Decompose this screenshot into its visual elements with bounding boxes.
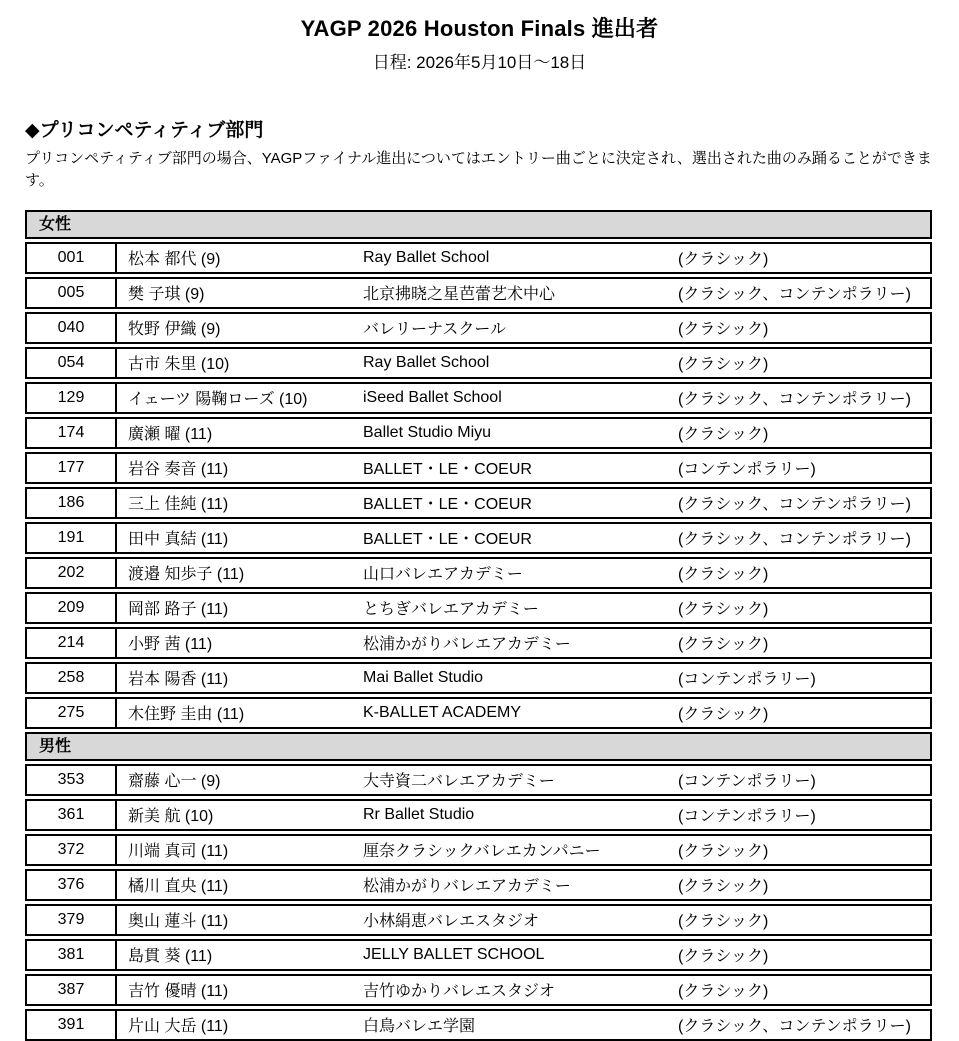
gender-group-header: 男性 (25, 732, 932, 761)
dancer-name-cell: 樊 子琪 (9) (128, 286, 205, 303)
school-cell: 松浦かがりバレエアカデミー (363, 878, 571, 895)
table-row (25, 662, 932, 694)
dancer-name-cell: 奥山 蓮斗 (11) (128, 913, 229, 930)
category-cell: (クラシック) (678, 321, 769, 338)
qualifiers-table (25, 210, 932, 1041)
school-cell: iSeed Ballet School (363, 388, 502, 406)
entry-number-cell: 379 (27, 906, 117, 934)
dancer-name-cell: 田中 真結 (11) (128, 531, 229, 548)
dancer-name-cell: 小野 茜 (11) (128, 636, 213, 653)
category-cell: (クラシック) (678, 601, 769, 618)
entry-number-cell: 258 (27, 664, 117, 692)
entry-number-cell: 129 (27, 384, 117, 412)
school-cell: BALLET・LE・COEUR (363, 461, 532, 478)
dancer-name-cell: 古市 朱里 (10) (128, 356, 230, 373)
category-cell: (コンテンポラリー) (678, 773, 816, 790)
dancer-name-cell: 渡邉 知歩子 (11) (128, 566, 245, 583)
dancer-name-cell: 岡部 路子 (11) (128, 601, 229, 618)
page-subtitle: 日程: 2026年5月10日～18日 (372, 53, 587, 72)
entry-number-cell: 186 (27, 489, 117, 517)
table-row (25, 834, 932, 866)
dancer-name-cell: 岩谷 奏音 (11) (128, 461, 229, 478)
table-row (25, 452, 932, 484)
dancer-name-cell: 片山 大岳 (11) (128, 1018, 229, 1035)
table-row (25, 869, 932, 901)
entry-number-cell: 054 (27, 349, 117, 377)
gender-group-header: 女性 (25, 210, 932, 239)
dancer-name-cell: 齋藤 心一 (9) (128, 773, 221, 790)
category-cell: (クラシック、コンテンポラリー) (678, 1018, 911, 1035)
school-cell: バレリーナスクール (363, 321, 507, 338)
dancer-name-cell: 新美 航 (10) (128, 808, 214, 825)
document-header (0, 0, 959, 73)
entry-number-cell: 353 (27, 766, 117, 794)
school-cell: 大寺資二バレエアカデミー (363, 773, 555, 790)
dancer-name-cell: 木住野 圭由 (11) (128, 706, 245, 723)
entry-number-cell: 391 (27, 1011, 117, 1039)
entry-number-cell: 005 (27, 279, 117, 307)
entry-number-cell: 202 (27, 559, 117, 587)
category-cell: (クラシック) (678, 706, 769, 723)
table-row (25, 312, 932, 344)
school-cell: 白鳥バレエ学園 (363, 1018, 476, 1035)
entry-number-cell: 372 (27, 836, 117, 864)
school-cell: 厘奈クラシックバレエカンパニー (363, 843, 601, 860)
table-row (25, 904, 932, 936)
entry-number-cell: 177 (27, 454, 117, 482)
category-cell: (コンテンポラリー) (678, 461, 816, 478)
table-row (25, 557, 932, 589)
entry-number-cell: 191 (27, 524, 117, 552)
category-cell: (クラシック、コンテンポラリー) (678, 391, 911, 408)
dancer-name-cell: 吉竹 優晴 (11) (128, 983, 229, 1000)
entry-number-cell: 361 (27, 801, 117, 829)
entry-number-cell: 174 (27, 419, 117, 447)
table-row (25, 277, 932, 309)
school-cell: Ballet Studio Miyu (363, 423, 492, 441)
school-cell: 小林絹恵バレエスタジオ (363, 913, 540, 930)
entry-number-cell: 381 (27, 941, 117, 969)
entry-number-cell: 387 (27, 976, 117, 1004)
category-cell: (コンテンポラリー) (678, 808, 816, 825)
table-row (25, 242, 932, 274)
dancer-name-cell: 牧野 伊織 (9) (128, 321, 221, 338)
school-cell: 北京拂晓之星芭蕾艺术中心 (363, 286, 556, 303)
dancer-name-cell: 三上 佳純 (11) (128, 496, 229, 513)
table-row (25, 764, 932, 796)
school-cell: Ray Ballet School (363, 248, 490, 266)
category-cell: (コンテンポラリー) (678, 671, 816, 688)
entry-number-cell: 275 (27, 699, 117, 727)
category-cell: (クラシック) (678, 566, 769, 583)
dancer-name-cell: 川端 真司 (11) (128, 843, 229, 860)
entry-number-cell: 001 (27, 244, 117, 272)
school-cell: JELLY BALLET SCHOOL (363, 945, 545, 963)
table-row (25, 974, 932, 1006)
school-cell: 松浦かがりバレエアカデミー (363, 636, 571, 653)
section-note: プリコンペティティブ部門の場合、YAGPファイナル進出についてはエントリー曲ごとに決定され、選出された曲のみ踊ることができます。 (25, 150, 932, 189)
table-row (25, 522, 932, 554)
entry-number-cell: 214 (27, 629, 117, 657)
table-row (25, 939, 932, 971)
category-cell: (クラシック) (678, 356, 769, 373)
category-cell: (クラシック、コンテンポラリー) (678, 531, 911, 548)
category-cell: (クラシック) (678, 913, 769, 930)
school-cell: BALLET・LE・COEUR (363, 531, 532, 548)
school-cell: Ray Ballet School (363, 353, 490, 371)
table-row (25, 697, 932, 729)
school-cell: とちぎバレエアカデミー (363, 601, 539, 618)
entry-number-cell: 376 (27, 871, 117, 899)
category-cell: (クラシック、コンテンポラリー) (678, 496, 911, 513)
entry-number-cell: 209 (27, 594, 117, 622)
page-title: YAGP 2026 Houston Finals 進出者 (300, 16, 659, 41)
dancer-name-cell: 岩本 陽香 (11) (128, 671, 229, 688)
school-cell: Mai Ballet Studio (363, 668, 484, 686)
table-row (25, 1009, 932, 1041)
category-cell: (クラシック) (678, 983, 769, 1000)
category-cell: (クラシック) (678, 878, 769, 895)
category-cell: (クラシック、コンテンポラリー) (678, 286, 911, 303)
dancer-name-cell: 橘川 直央 (11) (128, 878, 229, 895)
category-cell: (クラシック) (678, 636, 769, 653)
category-cell: (クラシック) (678, 251, 769, 268)
school-cell: 山口バレエアカデミー (363, 566, 523, 583)
category-cell: (クラシック) (678, 948, 769, 965)
section-heading: ◆プリコンペティティブ部門 (25, 120, 264, 141)
table-row (25, 627, 932, 659)
dancer-name-cell: 島貫 葵 (11) (128, 948, 213, 965)
precompetitive-section (25, 115, 934, 192)
category-cell: (クラシック) (678, 843, 769, 860)
table-row (25, 799, 932, 831)
dancer-name-cell: 廣瀬 曜 (11) (128, 426, 213, 443)
table-row (25, 417, 932, 449)
table-row (25, 592, 932, 624)
dancer-name-cell: イェーツ 陽鞠ローズ (10) (128, 391, 308, 408)
school-cell: K-BALLET ACADEMY (363, 703, 521, 721)
table-row (25, 347, 932, 379)
table-row (25, 487, 932, 519)
dancer-name-cell: 松本 都代 (9) (128, 251, 221, 268)
entry-number-cell: 040 (27, 314, 117, 342)
table-row (25, 382, 932, 414)
school-cell: BALLET・LE・COEUR (363, 496, 532, 513)
category-cell: (クラシック) (678, 426, 769, 443)
school-cell: 吉竹ゆかりバレエスタジオ (363, 983, 556, 1000)
school-cell: Rr Ballet Studio (363, 805, 475, 823)
